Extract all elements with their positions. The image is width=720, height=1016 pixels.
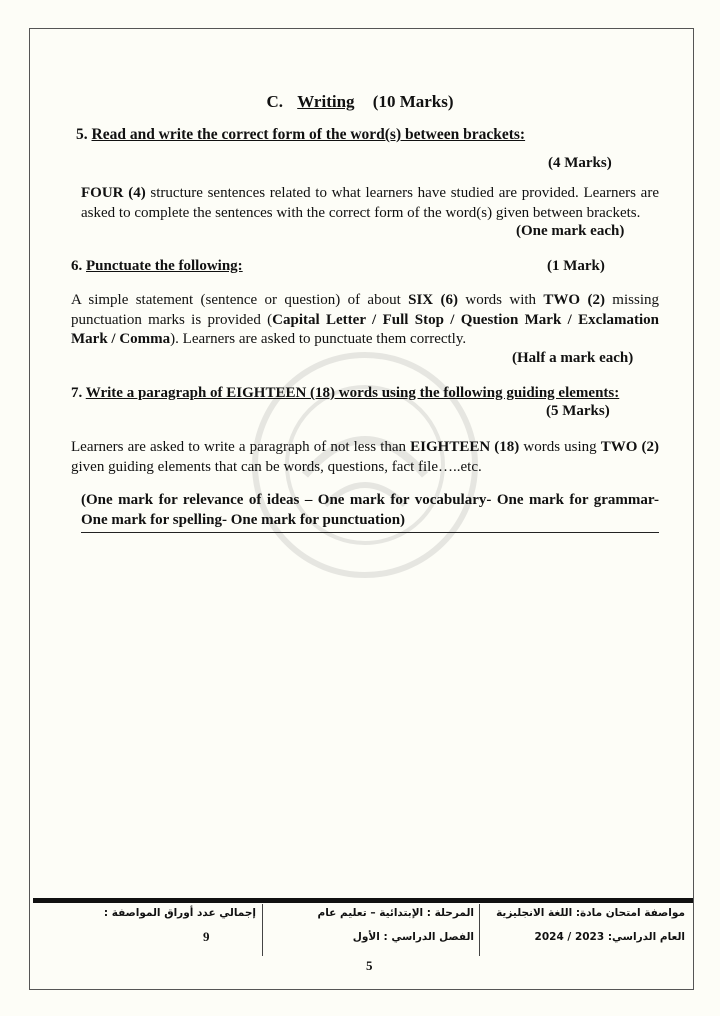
section-marks: (10 Marks) [372, 92, 454, 111]
text: A simple statement (sentence or question) of about [71, 292, 409, 308]
question-7-scoring: (One mark for relevance of ideas – One mark for vocabulary- One mark for grammar- One mark for spelling- One mark for punctuation) [81, 491, 659, 533]
section-title [0, 92, 720, 112]
footer-column-divider [479, 904, 480, 956]
text: ). Learners are asked to punctuate them correctly. [170, 331, 467, 347]
question-6-scoring: (Half a mark each) [512, 350, 634, 366]
question-7-heading [71, 384, 659, 403]
question-5-description [81, 184, 659, 223]
bold-text: TWO (2) [543, 292, 605, 308]
footer-column-divider [262, 904, 263, 956]
text: words with [458, 292, 544, 308]
question-5-marks: (4 Marks) [548, 155, 612, 171]
question-7-description [71, 438, 659, 477]
footer-subject: مواصفة امتحان مادة: اللغة الانجليزية [496, 907, 685, 919]
question-6-description [71, 291, 659, 350]
text: given guiding elements that can be words, questions, fact file…..etc. [71, 458, 482, 475]
question-number: 5. [76, 126, 88, 143]
text: missing punctuation marks is provided ( [71, 292, 659, 328]
page-number: 5 [366, 958, 373, 973]
section-letter: C. [266, 92, 283, 111]
question-5-scoring: (One mark each) [516, 223, 625, 239]
question-heading-text: Punctuate the following: [86, 258, 243, 274]
question-heading-text: Write a paragraph of EIGHTEEN (18) words using the following guiding elements: [85, 385, 620, 401]
bold-text: SIX (6) [408, 292, 458, 308]
bold-text: Capital Letter / Full Stop / Question Mark / Exclamation Mark / Comma [71, 311, 659, 347]
question-number: 7. [71, 385, 83, 401]
footer-term: الفصل الدراسي : الأول [352, 931, 474, 943]
footer-divider [33, 898, 693, 903]
question-6-marks: (1 Mark) [547, 258, 605, 274]
question-number: 6. [71, 258, 83, 274]
bold-text: TWO (2) [600, 439, 660, 455]
text: Learners are asked to write a paragraph of not less than [71, 439, 411, 455]
text: structure sentences related to what learners have studied are provided. Learners are asked to complete the sentences with the correct form of the word(s) given between brackets. [81, 185, 659, 221]
question-5-heading [76, 126, 525, 144]
question-7-marks: (5 Marks) [546, 403, 610, 419]
text: words using [519, 439, 601, 455]
footer-total-value: 9 [203, 929, 210, 944]
footer-year: العام الدراسي: 2023 / 2024 [534, 931, 685, 943]
question-6-heading [71, 258, 243, 275]
question-heading-text: Read and write the correct form of the word(s) between brackets: [91, 126, 526, 143]
footer-stage: المرحلة : الإبتدائية – تعليم عام [317, 907, 474, 919]
bold-text: EIGHTEEN (18) [410, 439, 520, 455]
footer-total-label: إجمالي عدد أوراق المواصفة : [103, 907, 256, 919]
section-name: Writing [297, 92, 355, 111]
bold-text: FOUR (4) [81, 185, 146, 201]
